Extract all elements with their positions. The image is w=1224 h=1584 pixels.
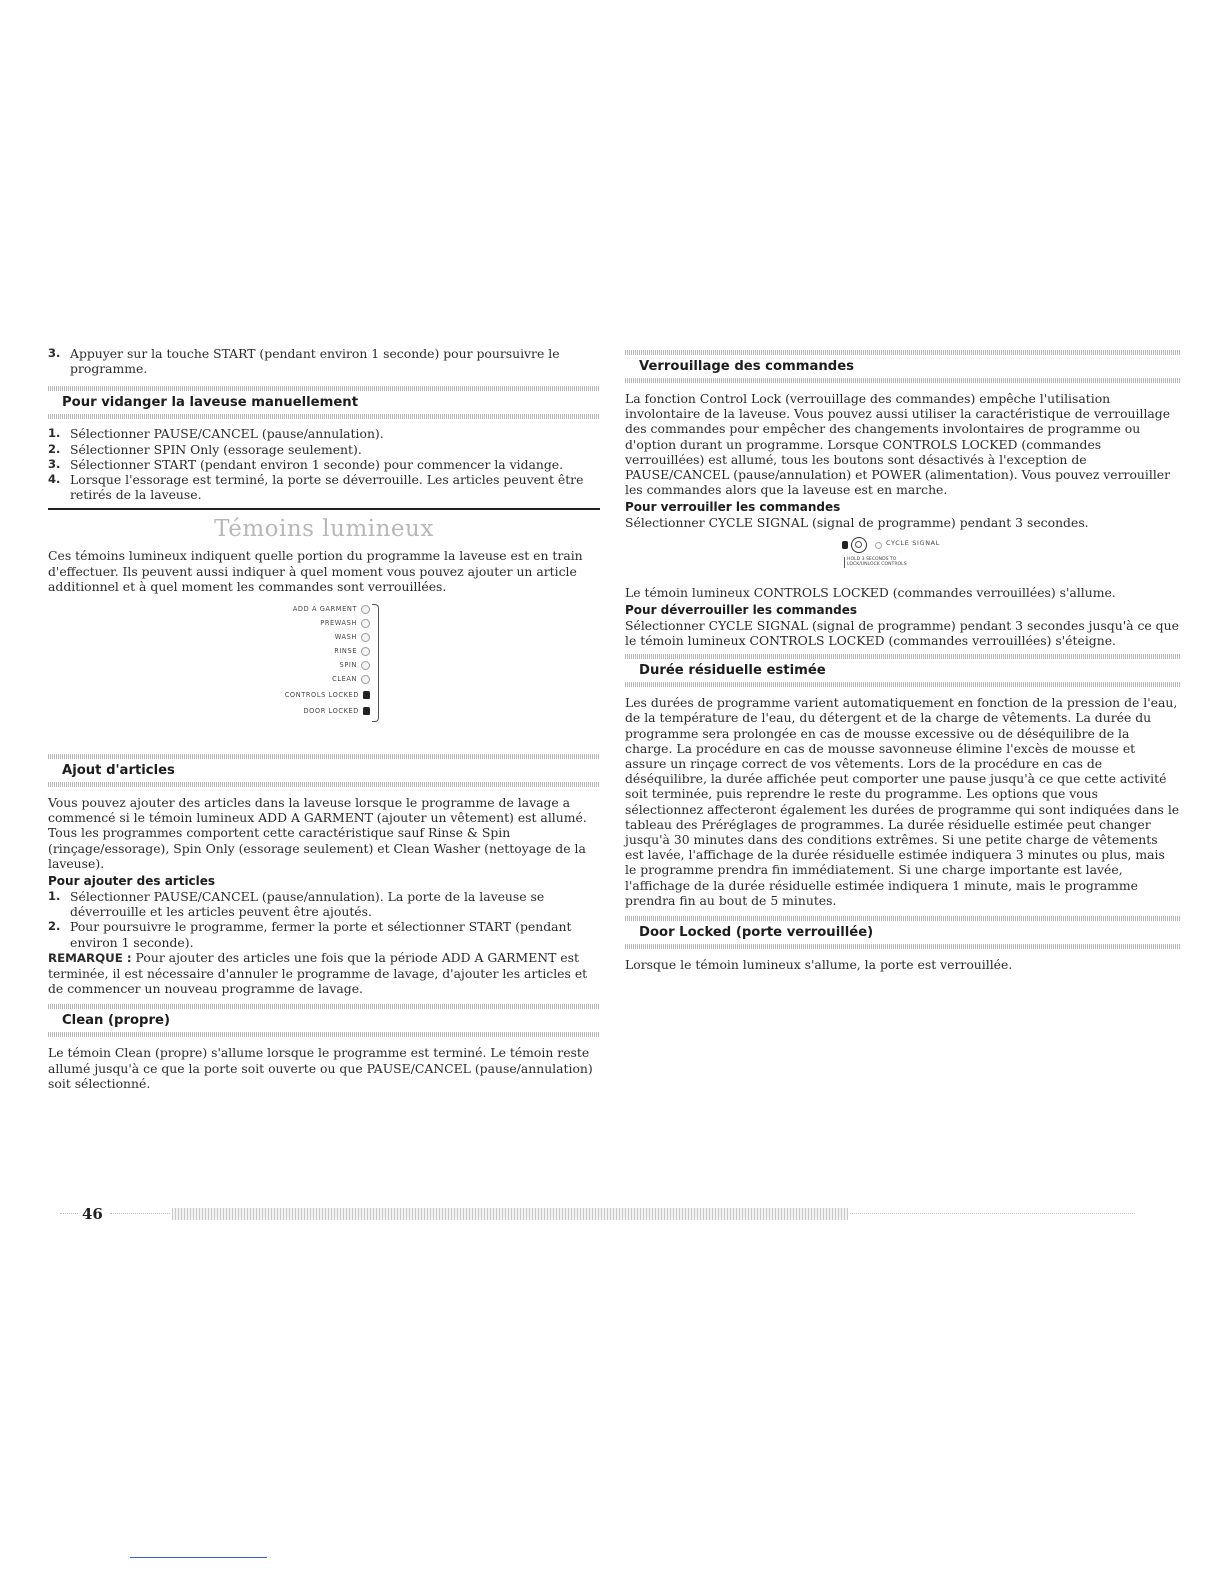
list-item — [48, 457, 600, 472]
list-item — [48, 442, 600, 457]
dotted-rule — [48, 782, 600, 787]
footer-band — [172, 1208, 848, 1220]
footer-leader — [850, 1213, 1135, 1214]
lock-subhead: Pour verrouiller les commandes — [625, 500, 841, 515]
list-number: 1. — [48, 889, 61, 904]
indicator-wash: WASH — [335, 630, 370, 644]
lamp-icon — [361, 619, 370, 628]
note-paragraph — [48, 950, 600, 997]
unlock-text: Sélectionner CYCLE SIGNAL (signal de programme) pendant 3 secondes jusqu'à ce que le témoin lumineux CONTROLS LOCKED (commandes verrouillées) s'éteigne. — [625, 617, 1179, 649]
section-header-lock — [625, 350, 1180, 383]
lock-text: Sélectionner CYCLE SIGNAL (signal de programme) pendant 3 secondes. — [625, 515, 1089, 531]
note-text: Pour ajouter des articles une fois que la période ADD A GARMENT est terminée, il est nécessaire d'annuler le programme de lavage, d'ajouter les articles et de commencer un nouveau programme de lavage. — [48, 949, 588, 997]
list-text: Pour poursuivre le programme, fermer la porte et sélectionner START (pendant environ 1 seconde). — [70, 919, 572, 950]
locked-text: Le témoin lumineux CONTROLS LOCKED (commandes verrouillées) s'allume. — [625, 584, 1116, 600]
list-number: 3. — [48, 346, 61, 360]
cycle-signal-button-icon — [851, 537, 867, 553]
list-text: Sélectionner PAUSE/CANCEL (pause/annulation). — [70, 426, 384, 442]
section-title: Durée résiduelle estimée — [639, 663, 826, 679]
list-number: 2. — [48, 919, 61, 934]
unlock-subhead: Pour déverrouiller les commandes — [625, 602, 858, 617]
list-text: Lorsque l'essorage est terminé, la porte se déverrouille. Les articles peuvent être retirés de la laveuse. — [70, 472, 584, 503]
indicator-controls-locked: CONTROLS LOCKED — [285, 688, 370, 702]
indicator-prewash: PREWASH — [320, 616, 370, 630]
indicator-rinse: RINSE — [334, 644, 370, 658]
footer-leader — [60, 1213, 78, 1214]
lock-icon — [842, 541, 848, 549]
indicator-clean: CLEAN — [332, 672, 370, 686]
section-header-door — [625, 916, 1180, 949]
cycle-signal-label: CYCLE SIGNAL — [886, 538, 941, 547]
lamp-icon — [361, 605, 370, 614]
dotted-rule — [625, 378, 1180, 383]
indicators-body: Ces témoins lumineux indiquent quelle portion du programme la laveuse est en train d'effectuer. Ils peuvent aussi indiquer à quel moment vous pouvez ajouter un article additionnel et à quel moment les commandes sont verrouillées. — [48, 548, 583, 594]
page-footer — [60, 1205, 1140, 1223]
clean-body: Le témoin Clean (propre) s'allume lorsque le programme est terminé. Le témoin reste allumé jusqu'à ce que la porte soit ouverte ou que PAUSE/CANCEL (pause/annulation) soit sélectionné. — [48, 1045, 593, 1091]
list-item — [48, 889, 600, 919]
cycle-signal-diagram — [625, 537, 1180, 577]
dotted-rule — [625, 944, 1180, 949]
section-title: Ajout d'articles — [62, 763, 175, 779]
hold-line-2: LOCK/UNLOCK CONTROLS — [847, 562, 907, 568]
section-title: Verrouillage des commandes — [639, 359, 855, 374]
note-label: REMARQUE : — [48, 950, 132, 965]
intro-list — [48, 346, 600, 376]
remaining-body: Les durées de programme varient automatiquement en fonction de la pression de l'eau, de la température de l'eau, du détergent et de la charge de vêtements. La durée du programme sera prolongée en cas de mousse excessive ou de déséquilibre de la charge. La procédure en cas de mousse savonneuse élimine l'excès de mousse et assure un rinçage correct de vos vêtements. Lors de la procédure en cas de déséquilibre, la durée affichée peut comporter une pause jusqu'à ce que cette activité soit terminée, puis reprendre le reste du programme. Les options que vous sélectionnez affecteront également les durées de programme qui sont indiquées dans le tableau des Préréglages de programmes. La durée résiduelle estimée peut changer jusqu'à 30 minutes dans des conditions extrêmes. Si une petite charge de vêtements est lavée, l'affichage de la durée résiduelle estimée indiquera 3 minutes ou plus, mais le programme prendra fin immédiatement. Si une charge importante est lavée, l'affichage de la durée résiduelle estimée indiquera 1 minute, mais le programme prendra fin au bout de 5 minutes. — [625, 695, 1180, 908]
list-item — [48, 919, 600, 949]
list-item — [48, 426, 600, 441]
section-title: Clean (propre) — [62, 1013, 170, 1029]
section-header-remaining — [625, 654, 1180, 687]
lamp-icon — [361, 633, 370, 642]
add-items-subhead: Pour ajouter des articles — [48, 874, 216, 889]
lock-icon — [363, 707, 370, 715]
indicator-panel-diagram — [48, 602, 600, 750]
drain-steps — [48, 426, 600, 502]
footer-leader — [110, 1213, 170, 1214]
list-text: Sélectionner PAUSE/CANCEL (pause/annulation). La porte de la laveuse se déverrouille et les articles peuvent être ajoutés. — [70, 889, 545, 920]
section-title: Pour vidanger la laveuse manuellement — [62, 395, 358, 411]
indicators-heading — [48, 508, 600, 542]
lamp-icon — [361, 647, 370, 656]
add-items-body: Vous pouvez ajouter des articles dans la laveuse lorsque le programme de lavage a commencé si le témoin lumineux ADD A GARMENT (ajouter un vêtement) est allumé. Tous les programmes comportent cette caractéristique sauf Rinse & Spin (rinçage/essorage), Spin Only (essorage seulement) et Clean Washer (nettoyage de la laveuse). — [48, 795, 587, 871]
list-number: 1. — [48, 426, 61, 441]
page-title: Témoins lumineux — [214, 516, 434, 543]
left-column — [48, 346, 600, 1091]
list-text: Sélectionner START (pendant environ 1 seconde) pour commencer la vidange. — [70, 456, 564, 472]
dotted-rule — [48, 1032, 600, 1037]
hold-line-1: HOLD 3 SECONDS TO — [847, 556, 897, 562]
list-text: Appuyer sur la touche START (pendant environ 1 seconde) pour poursuivre le programme. — [70, 346, 560, 377]
lamp-icon — [361, 661, 370, 670]
door-body: Lorsque le témoin lumineux s'allume, la porte est verrouillée. — [625, 957, 1013, 973]
indicator-spin: SPIN — [340, 658, 370, 672]
list-item — [48, 472, 600, 502]
list-text: Sélectionner SPIN Only (essorage seulement). — [70, 441, 362, 457]
section-header-drain — [48, 386, 600, 419]
right-column — [625, 346, 1180, 972]
list-number: 3. — [48, 456, 61, 471]
list-number: 4. — [48, 472, 61, 487]
list-item — [48, 346, 600, 376]
page-number: 46 — [82, 1205, 103, 1223]
lamp-icon — [361, 675, 370, 684]
dotted-rule — [625, 682, 1180, 687]
panel-bracket — [372, 604, 379, 722]
bottom-rule — [130, 1557, 267, 1558]
lock-icon — [363, 691, 370, 699]
lock-body: La fonction Control Lock (verrouillage des commandes) empêche l'utilisation involontaire de la laveuse. Vous pouvez aussi utiliser la caractéristique de verrouillage des commandes pour empêcher des changements involontaires de programme ou d'option durant un programme. Lorsque CONTROLS LOCKED (commandes verrouillées) est allumé, tous les boutons sont désactivés à l'exception de PAUSE/CANCEL (pause/annulation) et POWER (alimentation). Vous pouvez verrouiller les commandes alors que la laveuse est en marche. — [625, 391, 1171, 498]
list-number: 2. — [48, 441, 61, 456]
section-header-add-items — [48, 754, 600, 787]
indicator-door-locked: DOOR LOCKED — [303, 704, 370, 718]
dotted-rule — [48, 414, 600, 419]
hold-instruction — [844, 557, 907, 568]
section-header-clean — [48, 1004, 600, 1037]
indicator-add-garment: ADD A GARMENT — [293, 602, 370, 616]
add-items-steps — [48, 889, 600, 950]
section-title: Door Locked (porte verrouillée) — [639, 925, 874, 941]
lamp-icon — [875, 542, 882, 549]
